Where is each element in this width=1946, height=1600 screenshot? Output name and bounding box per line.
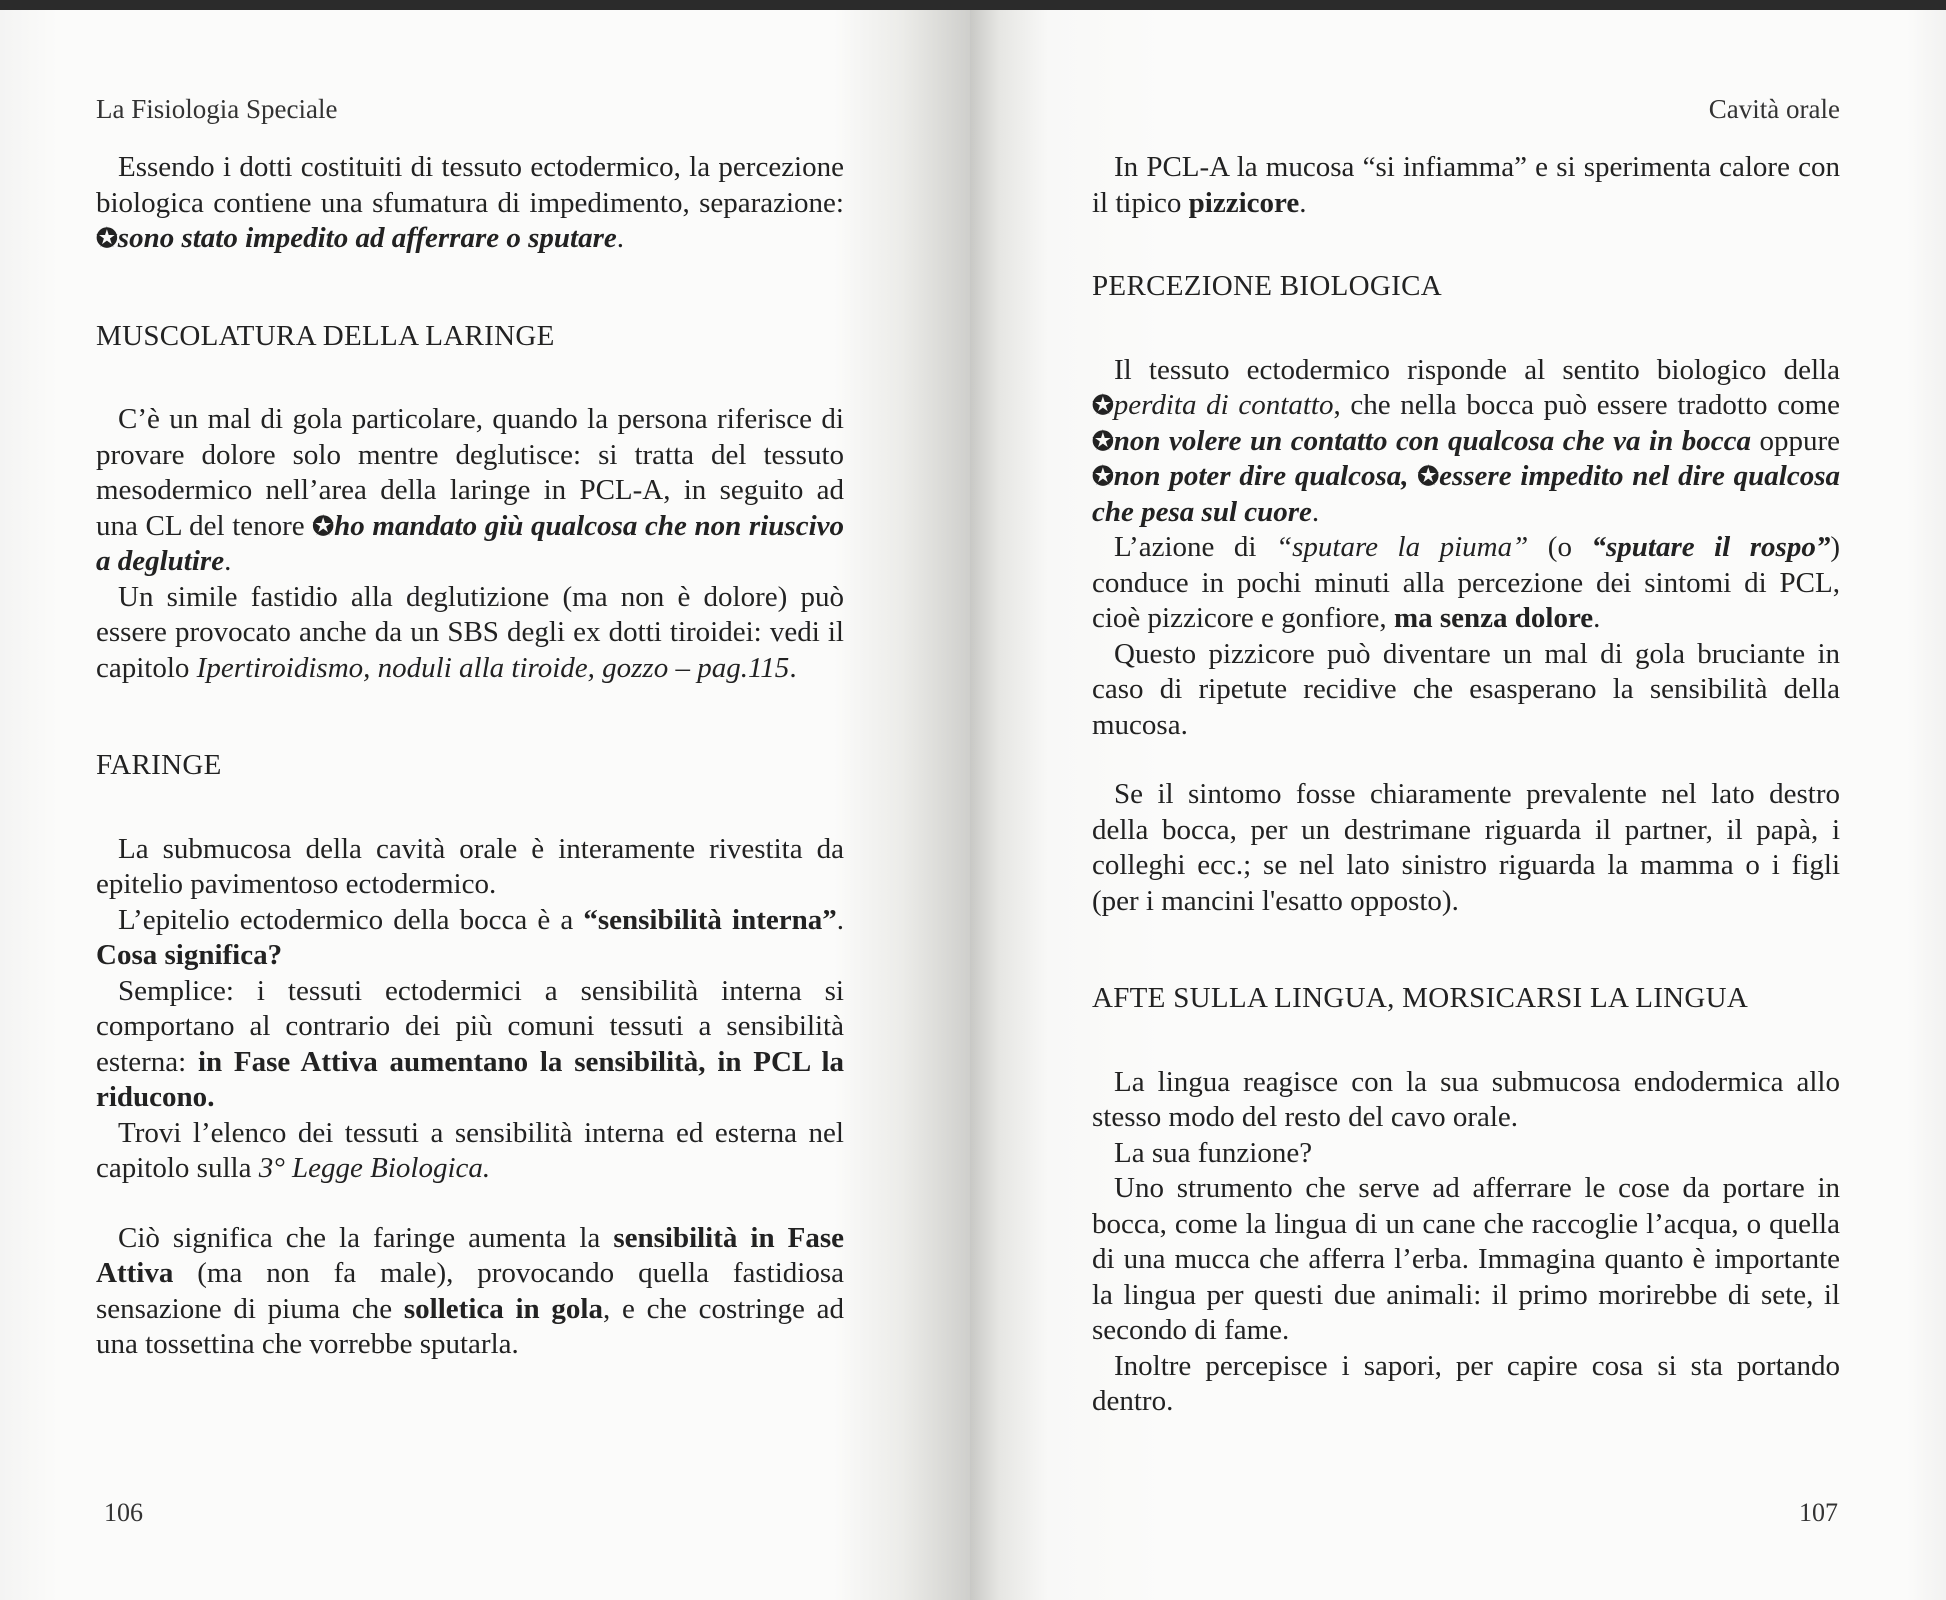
paragraph-percezione-1: Il tessuto ectodermico risponde al sentito biologico della ✪perdita di contatto, che nella bocca può essere tradotto come ✪non volere un contatto con qualcosa che va in bocca oppure ✪non poter dire qualcosa, ✪essere impedito nel dire qualcosa che pesa sul cuore. (1092, 353, 1841, 528)
page-number-right: 107 (1799, 1498, 1838, 1527)
paragraph-intro: Essendo i dotti costituiti di tessuto ectodermico, la percezione biologica contiene una sfumatura di impedimento, separazione: ✪sono stato impedito ad afferrare o sputare. (96, 151, 844, 254)
paragraph-faringe-1: La submucosa della cavità orale è interamente rivestita da epitelio pavimentoso ectodermico. (96, 832, 844, 900)
paragraph-faringe-5: Ciò significa che la faringe aumenta la sensibilità in Fase Attiva (ma non fa male), provocando quella fastidiosa sensazione di piuma che solletica in gola, e che costringe ad una tossettina che vorrebbe sputarla. (96, 1221, 844, 1360)
paragraph-lingua-2: La sua funzione? (1114, 1136, 1313, 1169)
biological-conflict-icon: ✪ (96, 224, 118, 253)
heading-afte-lingua: AFTE SULLA LINGUA, MORSICARSI LA LINGUA (1092, 982, 1749, 1014)
biological-conflict-icon: ✪ (1417, 462, 1440, 491)
chapter-reference: Ipertiroidismo, noduli alla tiroide, gozzo – pag.115 (196, 651, 790, 684)
paragraph-faringe-4: Trovi l’elenco dei tessuti a sensibilità interna ed esterna nel capitolo sulla 3° Legge Biologica. (96, 1116, 844, 1184)
heading-muscolatura-laringe: MUSCOLATURA DELLA LARINGE (96, 319, 555, 352)
right-page (970, 10, 1946, 1600)
heading-percezione-biologica: PERCEZIONE BIOLOGICA (1092, 270, 1442, 302)
paragraph-laringe-1: C’è un mal di gola particolare, quando la persona riferisce di provare dolore solo mentre deglutisce: si tratta del tessuto mesodermico nell’area della laringe in PCL-A, in seguito ad una CL del tenore ✪ho mandato giù qualcosa che non riuscivo a deglutire. (96, 403, 844, 577)
paragraph-percezione-2: L’azione di “sputare la piuma” (o “sputare il rospo”) conduce in pochi minuti alla percezione dei sintomi di PCL, cioè pizzicore e gonfiore, ma senza dolore. (1092, 531, 1840, 634)
paragraph-lingua-3: Uno strumento che serve ad afferrare le cose da portare in bocca, come la lingua di un cane che raccoglie l’acqua, o quella di una mucca che afferra l’erba. Immagina quanto è importante la lingua per questi due animali: il primo morirebbe di sete, il secondo di fame. (1092, 1172, 1840, 1346)
right-page-body (1092, 150, 1840, 1420)
paragraph-lingua-1: La lingua reagisce con la sua submucosa endodermica allo stesso modo del resto del cavo orale. (1092, 1065, 1840, 1133)
biological-conflict-icon: ✪ (1092, 426, 1114, 456)
page-number-left: 106 (104, 1498, 143, 1527)
heading-faringe: FARINGE (96, 749, 222, 781)
paragraph-laringe-2: Un simile fastidio alla deglutizione (ma non è dolore) può essere provocato anche da un SBS degli ex dotti tiroidei: vedi il capitolo Ipertiroidismo, noduli alla tiroide, gozzo – pag.115. (96, 580, 844, 684)
paragraph-faringe-2: L’epitelio ectodermico della bocca è a “sensibilità interna”. Cosa significa? (96, 903, 844, 971)
biological-conflict-icon: ✪ (1092, 462, 1114, 491)
biological-conflict-icon: ✪ (1092, 391, 1114, 420)
paragraph-lato-bocca: Se il sintomo fosse chiaramente prevalente nel lato destro della bocca, per un destrimane riguarda il partner, il papà, i colleghi ecc.; se nel lato sinistro riguarda la mamma o i figli (per i mancini l'esatto opposto). (1092, 778, 1840, 917)
paragraph-faringe-3: Semplice: i tessuti ectodermici a sensibilità interna si comportano al contrario dei più comuni tessuti a sensibilità esterna: in Fase Attiva aumentano la sensibilità, in PCL la riducono. (96, 974, 844, 1113)
biological-conflict-icon: ✪ (312, 511, 335, 541)
left-page (0, 10, 970, 1600)
paragraph-lingua-4: Inoltre percepisce i sapori, per capire cosa si sta portando dentro. (1092, 1349, 1840, 1417)
running-head-right: Cavità orale (1708, 94, 1840, 124)
paragraph-pcl-a: In PCL-A la mucosa “si infiamma” e si sperimenta calore con il tipico pizzicore. (1092, 151, 1840, 219)
paragraph-percezione-3: Questo pizzicore può diventare un mal di gola bruciante in caso di ripetute recidive che esasperano la sensibilità della mucosa. (1092, 637, 1840, 741)
left-page-body (96, 150, 844, 1363)
running-head-left: La Fisiologia Speciale (96, 94, 338, 124)
